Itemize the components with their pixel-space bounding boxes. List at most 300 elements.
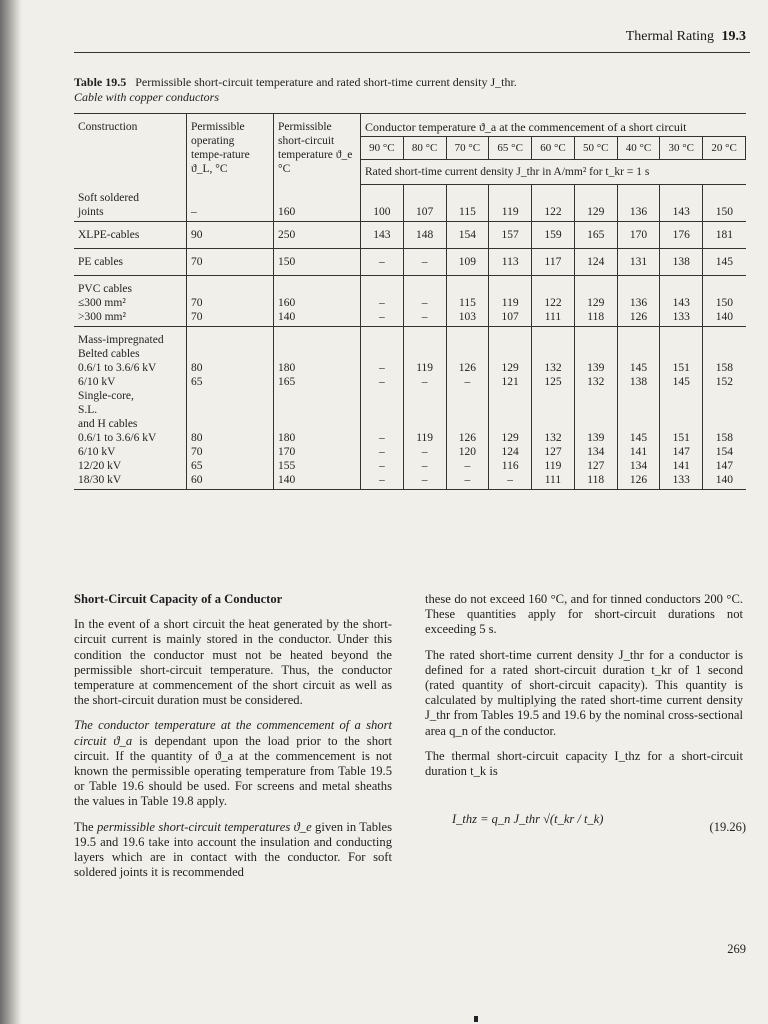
cell-line: 141: [672, 460, 690, 472]
value-cell: [446, 185, 489, 222]
cell-line: [365, 403, 399, 417]
value-cell: [403, 276, 446, 327]
temp-header-cell: 50 °C: [574, 137, 617, 160]
cell-line: [536, 389, 570, 403]
left-column: [74, 592, 392, 890]
cell-line: 129: [501, 362, 519, 374]
cell-line: 118: [587, 311, 605, 323]
cell-line: –: [421, 311, 428, 323]
cell-line: [664, 282, 698, 296]
cell-line: 100: [373, 206, 391, 218]
table-row: [74, 276, 746, 327]
cell-line: 250: [278, 229, 296, 241]
cell-line: 180: [278, 362, 296, 374]
cell-line: [579, 282, 613, 296]
right-column: [425, 592, 743, 789]
cell-line: 107: [416, 206, 434, 218]
cell-line: 65: [191, 376, 203, 388]
cell-line: 129: [587, 206, 605, 218]
cell-line: 126: [629, 311, 648, 323]
cell-line: 6/10 kV: [78, 376, 116, 388]
cell-line: [579, 389, 613, 403]
cell-line: 119: [416, 362, 434, 374]
temp-header-cell: 65 °C: [489, 137, 532, 160]
paragraph: The rated short-time current density J_thr for a conductor is defined for a rated short-circuit duration t_kr of 1 second (rated quantity of short-circuit capacity). This quantity is calculated by multiplying the rated short-time current density J_thr from Tables 19.5 and 19.6 by the nominal cross-sectional area q_n of the conductor.: [425, 647, 743, 738]
cell-line: –: [379, 362, 385, 374]
value-cell: [403, 222, 446, 249]
cell-line: 133: [672, 474, 690, 486]
value-cell: [574, 222, 617, 249]
table-row: [74, 185, 746, 222]
value-cell: [532, 185, 575, 222]
cell-line: [707, 389, 741, 403]
cell-line: 134: [629, 460, 648, 472]
cell-line: 113: [501, 256, 519, 268]
cell-line: 119: [501, 206, 519, 218]
cell-line: 176: [672, 229, 690, 241]
cell-line: 159: [544, 229, 562, 241]
cell-line: 70: [191, 446, 203, 458]
cell-line: 152: [715, 376, 733, 388]
cell-line: 119: [544, 460, 562, 472]
cell-line: 129: [587, 297, 605, 309]
cell-line: [278, 333, 356, 347]
cell-line: –: [507, 474, 514, 486]
cell-line: 150: [278, 256, 296, 268]
value-cell: [617, 222, 660, 249]
cell-line: –: [421, 297, 428, 309]
cell-line: 124: [501, 446, 519, 458]
cell-line: [191, 333, 269, 347]
cell-line: 126: [458, 432, 477, 444]
cell-line: [408, 417, 442, 431]
sc-cell: [274, 249, 361, 276]
rating-table: [74, 113, 746, 490]
cell-line: 160: [278, 205, 296, 218]
table-row: [74, 249, 746, 276]
value-cell: [489, 249, 532, 276]
cell-line: [579, 403, 613, 417]
cell-line: 119: [501, 297, 519, 309]
cell-line: [493, 389, 527, 403]
cell-line: 145: [715, 256, 733, 268]
table-row: [74, 327, 746, 490]
cell-line: 160: [278, 297, 296, 309]
value-cell: [446, 222, 489, 249]
page-edge-shadow: [0, 0, 22, 1024]
cell-line: [622, 282, 656, 296]
value-cell: [703, 249, 746, 276]
cell-line: 90: [191, 229, 203, 241]
cell-line: >300 mm²: [78, 311, 126, 323]
cell-line: 170: [629, 229, 648, 241]
cell-line: 132: [587, 376, 605, 388]
cell-line: 150: [715, 297, 733, 309]
cell-line: [451, 389, 485, 403]
cell-line: 116: [501, 460, 519, 472]
value-cell: [532, 249, 575, 276]
cell-line: 60: [191, 474, 203, 486]
formula: I_thz = q_n J_thr √(t_kr / t_k): [452, 812, 604, 826]
cell-line: [707, 403, 741, 417]
value-cell: [446, 276, 489, 327]
cell-line: 147: [715, 460, 733, 472]
cell-line: [536, 282, 570, 296]
cell-line: 0.6/1 to 3.6/6 kV: [78, 432, 157, 444]
cell-line: PE cables: [78, 256, 124, 268]
cell-line: 126: [458, 362, 477, 374]
italic-term: The conductor temperature at the commencement of a short circuit ϑ_a: [74, 718, 392, 748]
temp-header-cell: 30 °C: [660, 137, 703, 160]
cell-line: 158: [715, 362, 733, 374]
table-caption: [74, 75, 517, 105]
cell-line: joints: [78, 205, 104, 218]
cell-line: PVC cables: [78, 283, 132, 295]
cell-line: –: [191, 205, 197, 218]
value-cell: [361, 327, 404, 490]
cell-line: [536, 333, 570, 347]
construction-cell: [74, 249, 187, 276]
cell-line: 118: [587, 474, 605, 486]
cell-line: 136: [629, 297, 648, 309]
table-subtitle: Cable with copper conductors: [74, 90, 219, 104]
cell-line: Mass-impregnated: [78, 334, 164, 346]
paragraph: [74, 718, 392, 809]
cell-line: 70: [191, 297, 203, 309]
cell-line: 127: [544, 446, 562, 458]
cell-line: 143: [672, 206, 690, 218]
cell-line: 6/10 kV: [78, 446, 116, 458]
cell-line: 107: [501, 311, 519, 323]
header-rule: [74, 52, 750, 53]
cell-line: [451, 417, 485, 431]
cell-line: –: [421, 256, 428, 268]
temp-header-cell: 90 °C: [361, 137, 404, 160]
cell-line: 124: [587, 256, 605, 268]
op-cell: [187, 327, 274, 490]
op-cell: [187, 222, 274, 249]
running-head-number: 19.3: [721, 29, 746, 44]
cell-line: 129: [501, 432, 519, 444]
cell-line: [622, 417, 656, 431]
cell-line: –: [421, 474, 428, 486]
cell-line: Belted cables: [78, 348, 140, 360]
cell-line: [664, 389, 698, 403]
value-cell: [361, 185, 404, 222]
cell-line: 111: [544, 311, 562, 323]
cell-line: [278, 282, 356, 296]
cell-line: Soft soldered: [78, 191, 140, 204]
value-cell: [403, 185, 446, 222]
cell-line: –: [464, 474, 471, 486]
cell-line: –: [421, 376, 428, 388]
cell-line: ≤300 mm²: [78, 297, 126, 309]
cell-line: –: [464, 376, 471, 388]
cell-line: –: [421, 446, 428, 458]
cell-line: 148: [416, 229, 434, 241]
cell-line: 117: [544, 256, 562, 268]
cell-line: 145: [672, 376, 690, 388]
cell-line: 126: [629, 474, 648, 486]
value-cell: [489, 327, 532, 490]
cell-line: [365, 389, 399, 403]
cell-line: 139: [587, 362, 605, 374]
cell-line: 158: [715, 432, 733, 444]
cell-line: 120: [458, 446, 477, 458]
cell-line: 140: [278, 311, 296, 323]
cell-line: [408, 282, 442, 296]
value-cell: [489, 276, 532, 327]
paragraph: [74, 820, 392, 881]
cell-line: 103: [458, 311, 477, 323]
value-cell: [574, 249, 617, 276]
construction-cell: [74, 185, 187, 222]
cell-line: [707, 417, 741, 431]
cell-line: –: [379, 460, 385, 472]
construction-cell: [74, 222, 187, 249]
cell-line: [664, 417, 698, 431]
col-construction: Construction: [74, 114, 187, 185]
value-cell: [446, 327, 489, 490]
paragraph: The thermal short-circuit capacity I_thz for a short-circuit duration t_k is: [425, 748, 743, 779]
cell-line: [622, 403, 656, 417]
value-cell: [574, 327, 617, 490]
section-heading: Short-Circuit Capacity of a Conductor: [74, 592, 283, 606]
paragraph-text: given in Tables 19.5 and 19.6 take into account the insulation and conducting layers which are in contact with the conductor. For soft soldered joints it is recommended: [74, 819, 392, 880]
cell-line: 136: [629, 206, 648, 218]
value-cell: [660, 222, 703, 249]
cell-line: 140: [715, 474, 733, 486]
value-cell: [703, 222, 746, 249]
cell-line: 70: [191, 256, 203, 268]
value-cell: [660, 276, 703, 327]
cell-line: 145: [629, 362, 648, 374]
value-cell: [660, 185, 703, 222]
value-cell: [489, 222, 532, 249]
cell-line: [191, 417, 269, 431]
cell-line: [365, 282, 399, 296]
cell-line: –: [421, 460, 428, 472]
running-head: [626, 29, 746, 45]
cell-line: [451, 403, 485, 417]
cell-line: 111: [544, 474, 562, 486]
cell-line: 151: [672, 362, 690, 374]
running-head-title: Thermal Rating: [625, 29, 714, 44]
cell-line: 139: [587, 432, 605, 444]
cell-line: 80: [191, 432, 203, 444]
paragraph-text: is dependant upon the load prior to the short circuit. If the quantity of ϑ_a at the commencement is not known the permissible operating temperature from Table 19.5 or Table 19.6 should be used. For screens and metal sheaths the values in Table 19.8 apply.: [74, 733, 392, 809]
cell-line: 138: [672, 256, 690, 268]
cell-line: 132: [544, 362, 562, 374]
cell-line: [408, 403, 442, 417]
cell-line: and H cables: [78, 418, 138, 430]
op-cell: [187, 276, 274, 327]
cell-line: 80: [191, 362, 203, 374]
cell-line: –: [379, 256, 385, 268]
cell-line: [493, 282, 527, 296]
value-cell: [532, 276, 575, 327]
cell-line: [408, 333, 442, 347]
cell-line: [622, 333, 656, 347]
value-cell: [361, 276, 404, 327]
value-cell: [660, 249, 703, 276]
cell-line: –: [379, 376, 385, 388]
cell-line: [536, 417, 570, 431]
paragraph-text: The: [74, 819, 97, 834]
value-cell: [703, 276, 746, 327]
cell-line: 119: [416, 432, 434, 444]
cell-line: 141: [629, 446, 648, 458]
cell-line: [191, 403, 269, 417]
cell-line: 0.6/1 to 3.6/6 kV: [78, 362, 157, 374]
cell-line: [278, 403, 356, 417]
cell-line: [664, 333, 698, 347]
equation-number: (19.26): [709, 820, 746, 834]
cell-line: [408, 389, 442, 403]
bottom-mark: [474, 1016, 478, 1022]
value-cell: [617, 185, 660, 222]
cell-line: [493, 417, 527, 431]
col-operating-temp: Permissible operating tempe-rature ϑ_L, °C: [187, 114, 274, 185]
cell-line: [579, 333, 613, 347]
temp-header-cell: 40 °C: [617, 137, 660, 160]
cell-line: [451, 333, 485, 347]
construction-cell: [74, 276, 187, 327]
cell-line: [579, 417, 613, 431]
value-cell: [703, 327, 746, 490]
cell-line: [707, 282, 741, 296]
cell-line: 143: [373, 229, 391, 241]
cell-line: [278, 347, 356, 361]
cell-line: [408, 347, 442, 361]
cell-line: –: [379, 446, 385, 458]
cell-line: 122: [544, 206, 562, 218]
sc-cell: [274, 222, 361, 249]
col-shortcircuit-temp: Permissible short-circuit temperature ϑ_e °C: [274, 114, 361, 185]
cell-line: 140: [715, 311, 733, 323]
rated-density-header: Rated short-time current density J_thr in A/mm² for t_kr = 1 s: [361, 160, 746, 185]
cell-line: [664, 347, 698, 361]
value-cell: [703, 185, 746, 222]
cell-line: 147: [672, 446, 690, 458]
value-cell: [403, 249, 446, 276]
cell-line: [451, 282, 485, 296]
cell-line: 150: [715, 206, 733, 218]
cell-line: 155: [278, 460, 296, 472]
cell-line: [365, 417, 399, 431]
cell-line: [365, 347, 399, 361]
cell-line: [579, 347, 613, 361]
value-cell: [617, 327, 660, 490]
value-cell: [361, 222, 404, 249]
cell-line: 154: [715, 446, 733, 458]
cell-line: –: [379, 474, 385, 486]
temp-header-cell: 20 °C: [703, 137, 746, 160]
table-body: [74, 185, 746, 490]
cell-line: 134: [587, 446, 605, 458]
sc-cell: [274, 276, 361, 327]
cell-line: 121: [501, 376, 519, 388]
cell-line: 165: [587, 229, 605, 241]
table-label: Table 19.5: [74, 75, 127, 89]
italic-term: permissible short-circuit temperatures ϑ_e: [96, 819, 312, 834]
cell-line: [536, 403, 570, 417]
cell-line: –: [379, 432, 385, 444]
temp-header-cell: 70 °C: [446, 137, 489, 160]
cell-line: 65: [191, 460, 203, 472]
value-cell: [617, 276, 660, 327]
value-cell: [532, 222, 575, 249]
cell-line: 115: [459, 206, 476, 218]
op-cell: [187, 185, 274, 222]
cell-line: 151: [672, 432, 690, 444]
cell-line: 170: [278, 446, 296, 458]
cell-line: [707, 347, 741, 361]
sc-cell: [274, 185, 361, 222]
cell-line: [536, 347, 570, 361]
cell-line: 122: [544, 297, 562, 309]
cell-line: 125: [544, 376, 562, 388]
paragraph: these do not exceed 160 °C, and for tinned conductors 200 °C. These quantities apply for short-circuit durations not exceeding 5 s.: [425, 592, 743, 637]
cell-line: 165: [278, 376, 296, 388]
cell-line: [365, 333, 399, 347]
value-cell: [446, 249, 489, 276]
cell-line: 132: [544, 432, 562, 444]
cell-line: 109: [458, 256, 477, 268]
cell-line: [622, 389, 656, 403]
cell-line: 143: [672, 297, 690, 309]
cell-line: [451, 347, 485, 361]
cell-line: 140: [278, 474, 296, 486]
page-number: 269: [727, 942, 746, 956]
value-cell: [403, 327, 446, 490]
temp-header-cell: 60 °C: [532, 137, 575, 160]
cell-line: [278, 389, 356, 403]
cell-line: 145: [629, 432, 648, 444]
value-cell: [574, 276, 617, 327]
value-cell: [617, 249, 660, 276]
cell-line: 181: [715, 229, 733, 241]
cell-line: –: [379, 297, 385, 309]
cell-line: 131: [629, 256, 648, 268]
cell-line: –: [379, 311, 385, 323]
cell-line: [191, 347, 269, 361]
cell-line: 115: [459, 297, 476, 309]
cell-line: 18/30 kV: [78, 474, 122, 486]
cell-line: [278, 417, 356, 431]
cell-line: 127: [587, 460, 605, 472]
value-cell: [361, 249, 404, 276]
value-cell: [574, 185, 617, 222]
cell-line: 154: [458, 229, 477, 241]
cell-line: [664, 403, 698, 417]
cell-line: 180: [278, 432, 296, 444]
cell-line: 12/20 kV: [78, 460, 122, 472]
cell-line: [493, 333, 527, 347]
value-cell: [532, 327, 575, 490]
cell-line: [191, 282, 269, 296]
cell-line: [493, 403, 527, 417]
temp-header-cell: 80 °C: [403, 137, 446, 160]
table-caption-text: Permissible short-circuit temperature and rated short-time current density J_thr.: [135, 75, 517, 89]
cell-line: [493, 347, 527, 361]
cell-line: [707, 333, 741, 347]
cell-line: [191, 389, 269, 403]
cell-line: 70: [191, 311, 203, 323]
cell-line: –: [464, 460, 471, 472]
sc-cell: [274, 327, 361, 490]
cell-line: 133: [672, 311, 690, 323]
